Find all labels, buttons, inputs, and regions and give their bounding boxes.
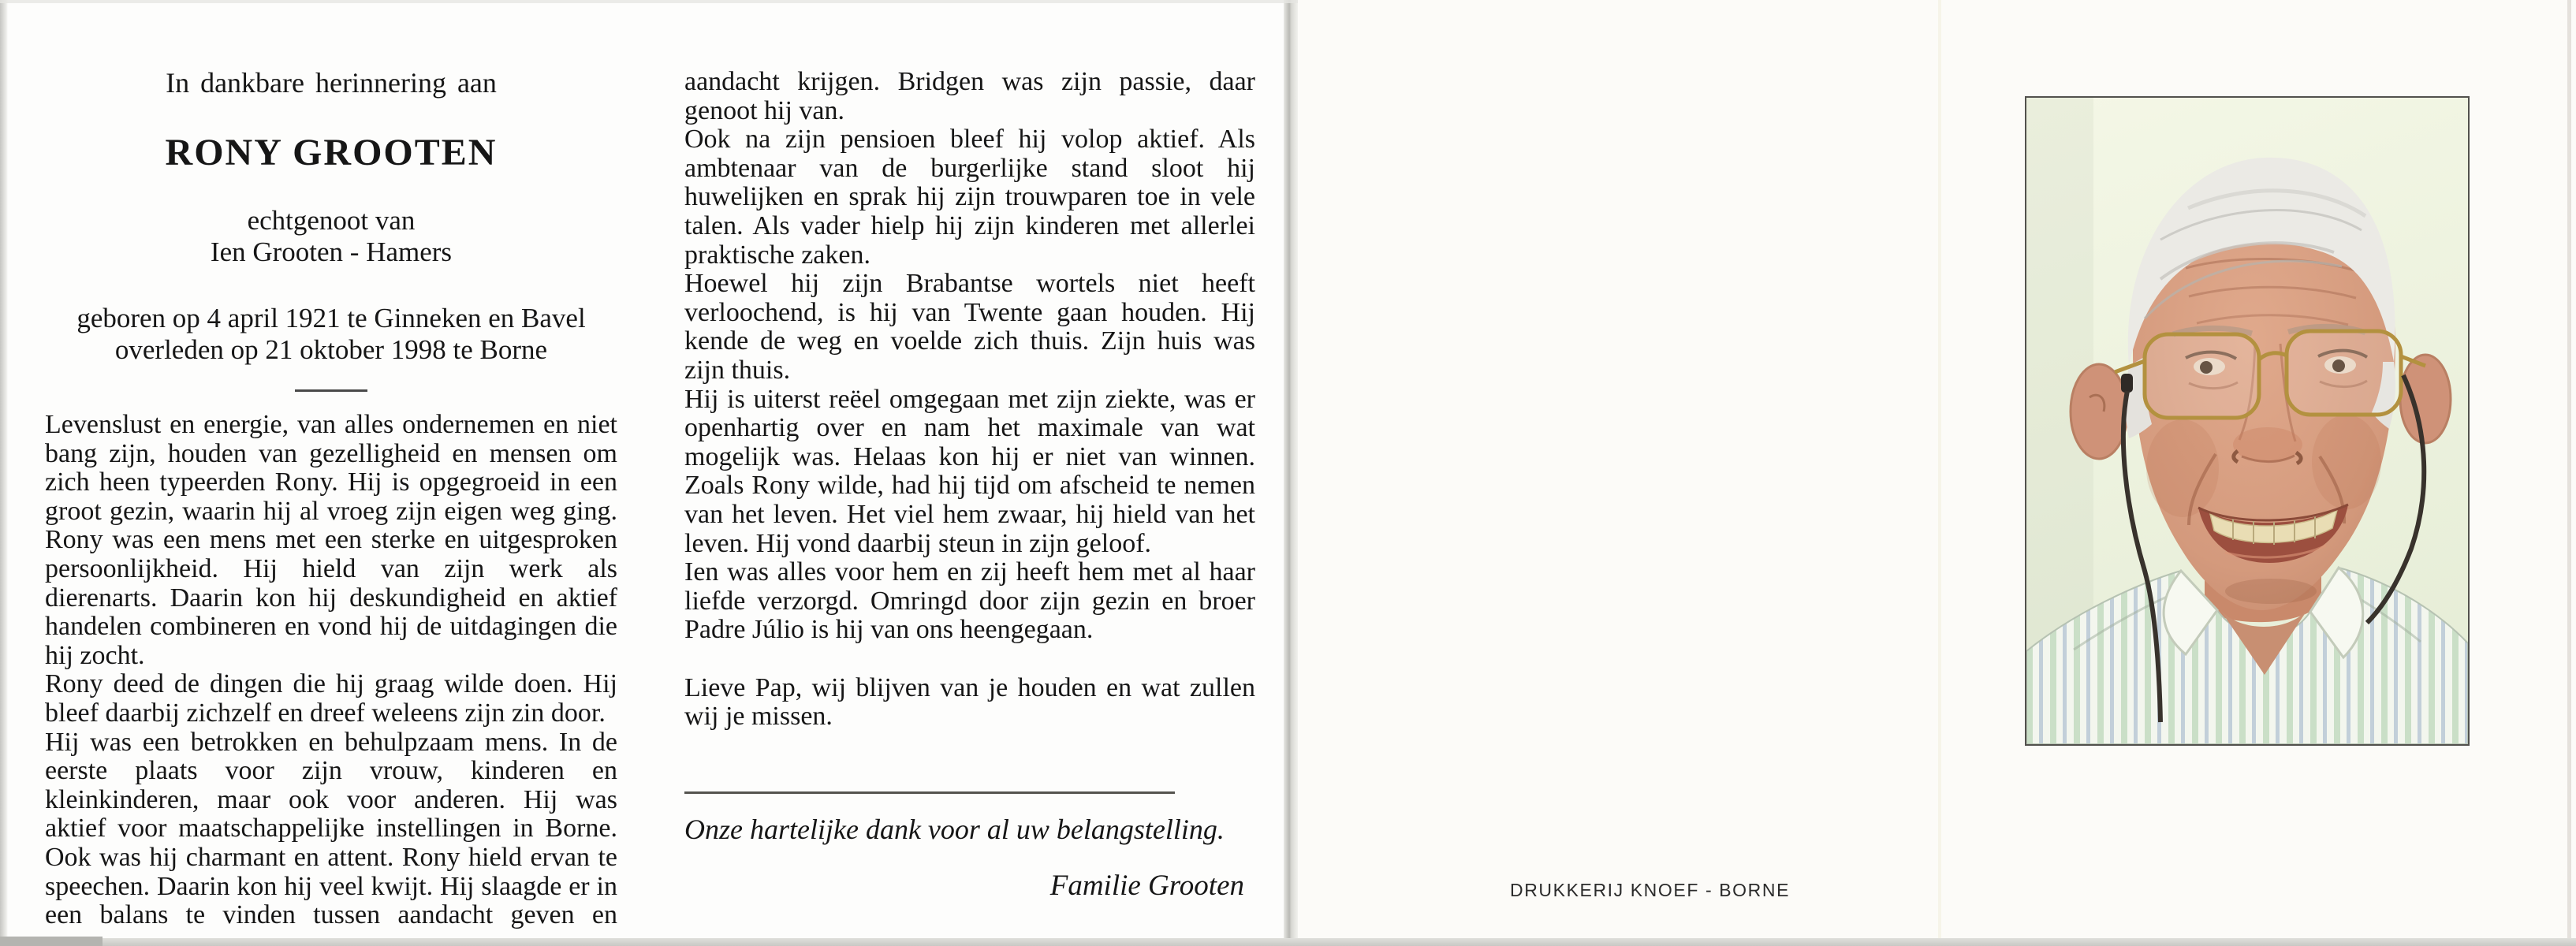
paragraph: Ien was alles voor hem en zij heeft hem met al haar liefde verzorgd. Omringd door zijn gezin en broer Padre Júlio is hij van ons heengegaan.	[684, 557, 1255, 645]
deceased-name: RONY GROOTEN	[165, 132, 498, 173]
spouse-name: Ien Grooten - Hamers	[210, 236, 453, 267]
paragraph: Ook na zijn pensioen bleef hij volop aktief. Als ambtenaar van de burgerlijke stand sloot hij huwelijken en sprak hij zijn trouwparen toe in vele talen. Als vader hielp hij zijn kinderen met allerlei praktische zaken.	[684, 125, 1255, 270]
paper-crease	[1938, 0, 1941, 940]
text-column-2	[684, 68, 1255, 903]
born-line: geboren op 4 april 1921 te Ginneken en Bavel	[76, 303, 586, 333]
scan-edge-bottom	[0, 938, 2576, 946]
page-fold-shadow	[1284, 0, 1298, 940]
scan-edge-left	[0, 0, 8, 946]
paragraph: Levenslust en energie, van alles ondernemen en niet bang zijn, houden van gezelligheid en mensen om zich heen typeerden Rony. Hij is opgegroeid in een groot gezin, waarin hij al vroeg zijn eigen weg ging. Rony was een mens met een sterke en uitgesproken persoonlijkheid. Hij hield van zijn werk als dierenarts. Daarin kon hij deskundigheid en aktief handelen combineren en vond hij de uitdagingen die hij zocht.	[45, 410, 617, 670]
spouse-prefix: echtgenoot van	[247, 205, 416, 236]
died-line: overleden op 21 oktober 1998 te Borne	[114, 334, 548, 365]
paragraph: Hij was een betrokken en behulpzaam mens. In de eerste plaats voor zijn vrouw, kinderen en kleinkinderen, maar ook voor anderen. Hij was aktief voor maatschappelijke instellingen in Borne. Ook was hij charmant en attent. Rony hield ervan te speechen. Daarin kon hij veel kwijt. Hij slaagde er in een balans te vinden tussen aandacht geven en	[45, 727, 617, 930]
card-inside-left-page	[0, 0, 1284, 946]
paragraph: Hij is uiterst reëel omgegaan met zijn ziekte, was er openhartig over en nam het maximale van wat mogelijk was. Helaas kon hij er niet van winnen. Zoals Rony wilde, had hij tijd om afscheid te nemen van het leven. Het viel hem zwaar, hij hield van het leven. Hij vond daarbij steun in zijn geloof.	[684, 384, 1255, 558]
column1-body	[45, 411, 617, 930]
short-divider	[295, 389, 367, 392]
thanks-line: Onze hartelijke dank voor al uw belangstelling.	[684, 814, 1225, 846]
scan-edge-top	[0, 0, 1298, 3]
scan-edge-right	[2567, 0, 2571, 946]
paragraph: Hoewel hij zijn Brabantse wortels niet heeft verloochend, is hij van Twente gaan houden. Hij kende de weg en voelde zich thuis. Zijn huis was zijn thuis.	[684, 269, 1255, 385]
column2-body	[684, 68, 1255, 732]
scan-edge-bottom-corner	[0, 937, 103, 946]
text-column-1	[45, 66, 617, 930]
family-signature: Familie Grooten	[1049, 870, 1244, 903]
paragraph: Rony deed de dingen die hij graag wilde doen. Hij bleef daarbij zichzelf en dreef weleens zijn zin door.	[45, 669, 617, 728]
printer-mark: DRUKKERIJ KNOEF - BORNE	[1510, 880, 1791, 900]
intro-line: In dankbare herinnering aan	[166, 67, 497, 99]
paragraph: aandacht krijgen. Bridgen was zijn passie, daar genoot hij van.	[684, 67, 1255, 125]
closing-paragraph: Lieve Pap, wij blijven van je houden en wat zullen wij je missen.	[684, 672, 1255, 732]
portrait-photo	[2025, 96, 2470, 746]
spouse-block	[45, 205, 617, 268]
portrait-illustration	[2026, 98, 2468, 744]
long-divider	[684, 791, 1175, 794]
life-dates-block	[45, 303, 617, 366]
